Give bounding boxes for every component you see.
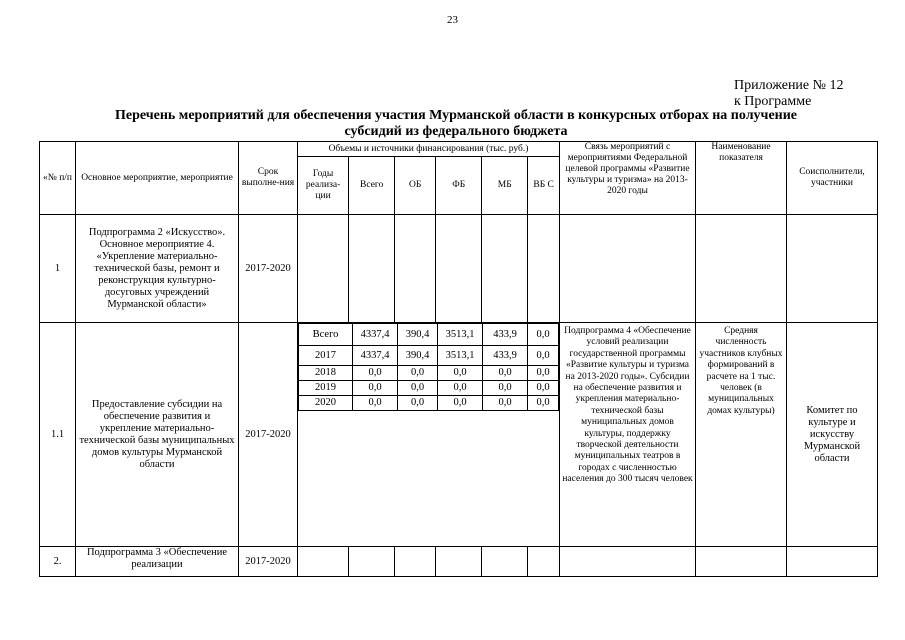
funding-fb: 0,0 — [438, 366, 483, 381]
header-funding-group: Объемы и источники финансирования (тыс. руб.) — [298, 142, 560, 157]
funding-row — [299, 381, 559, 396]
funding-fb: 0,0 — [438, 396, 483, 411]
row-link: Подпрограмма 4 «Обеспечение условий реализации государственной программы «Развитие культуры и туризма на 2013-2020 годы». Субсидии на обеспечение развития и укрепления материально-технической базы муниципальных домов культуры, поддержку творческой деятельности муниципальных театров в городах с численностью населения до 300 тысяч человек — [560, 323, 696, 547]
funding-ob: 0,0 — [398, 366, 438, 381]
funding-ob: 390,4 — [398, 346, 438, 366]
funding-total: 4337,4 — [353, 324, 398, 346]
row-num: 1 — [40, 215, 76, 323]
table-row — [40, 547, 878, 577]
funding-mb: 0,0 — [483, 381, 528, 396]
funding-ob: 390,4 — [398, 324, 438, 346]
header-coexec: Соисполнители, участники — [787, 142, 878, 215]
funding-vbs: 0,0 — [528, 324, 559, 346]
funding-row — [299, 324, 559, 346]
row-term: 2017-2020 — [239, 547, 298, 577]
header-term: Срок выполне-ния — [239, 142, 298, 215]
row-num: 1.1 — [40, 323, 76, 547]
header-link: Связь мероприятий с мероприятиями Федеральной целевой программы «Развитие культуры и туризма» на 2013-2020 годы — [560, 142, 696, 215]
funding-vbs: 0,0 — [528, 381, 559, 396]
table-row — [40, 215, 878, 323]
funding-mb: 433,9 — [483, 324, 528, 346]
funding-total: 4337,4 — [353, 346, 398, 366]
title-line-1: Перечень мероприятий для обеспечения участия Мурманской области в конкурсных отборах на получение — [114, 108, 798, 123]
row-term: 2017-2020 — [239, 215, 298, 323]
funding-year: Всего — [299, 324, 353, 346]
row-term: 2017-2020 — [239, 323, 298, 547]
row-activity: Предоставление субсидии на обеспечение развития и укрепление материально-технической базы муниципальных домов культуры Мурманской области — [76, 323, 239, 547]
table-row — [40, 323, 878, 547]
funding-mb: 433,9 — [483, 346, 528, 366]
header-mb: МБ — [482, 157, 528, 215]
funding-ob: 0,0 — [398, 396, 438, 411]
funding-year: 2017 — [299, 346, 353, 366]
document-title — [60, 108, 852, 140]
funding-fb: 0,0 — [438, 381, 483, 396]
page-number: 23 — [447, 14, 458, 26]
row-activity: Подпрограмма 2 «Искусство». Основное мероприятие 4. «Укрепление материально-технической базы, ремонт и реконструкция культурно-досуговых учреждений Мурманской области» — [76, 215, 239, 323]
header-num: «№ п/п — [40, 142, 76, 215]
funding-row — [299, 346, 559, 366]
funding-row — [299, 366, 559, 381]
row-indicator: Средняя численность участников клубных формирований в расчете на 1 тыс. человек (в муниципальных домах культуры) — [696, 323, 787, 547]
header-fb: ФБ — [436, 157, 482, 215]
header-ob: ОБ — [395, 157, 436, 215]
funding-total: 0,0 — [353, 366, 398, 381]
funding-row — [299, 396, 559, 411]
row-num: 2. — [40, 547, 76, 577]
title-line-2: субсидий из федерального бюджета — [344, 124, 568, 139]
appendix-label — [734, 78, 844, 110]
header-row-1 — [40, 142, 878, 157]
funding-cell — [298, 323, 560, 547]
header-total: Всего — [349, 157, 395, 215]
funding-fb: 3513,1 — [438, 324, 483, 346]
funding-vbs: 0,0 — [528, 396, 559, 411]
funding-vbs: 0,0 — [528, 366, 559, 381]
funding-fb: 3513,1 — [438, 346, 483, 366]
appendix-line-1: Приложение № 12 — [734, 78, 844, 93]
row-activity: Подпрограмма 3 «Обеспечение реализации — [76, 547, 239, 577]
header-activity: Основное мероприятие, мероприятие — [76, 142, 239, 215]
appendix-line-2: к Программе — [734, 94, 812, 109]
funding-mb: 0,0 — [483, 366, 528, 381]
activities-table — [39, 141, 878, 577]
funding-total: 0,0 — [353, 396, 398, 411]
header-vbs: ВБ С — [528, 157, 560, 215]
funding-year: 2020 — [299, 396, 353, 411]
funding-total: 0,0 — [353, 381, 398, 396]
header-indicator: Наименование показателя — [696, 142, 787, 215]
funding-table — [298, 323, 559, 411]
funding-ob: 0,0 — [398, 381, 438, 396]
funding-year: 2019 — [299, 381, 353, 396]
header-years: Годы реализа-ции — [298, 157, 349, 215]
funding-mb: 0,0 — [483, 396, 528, 411]
funding-year: 2018 — [299, 366, 353, 381]
funding-vbs: 0,0 — [528, 346, 559, 366]
row-coexec: Комитет по культуре и искусству Мурманской области — [787, 323, 878, 547]
